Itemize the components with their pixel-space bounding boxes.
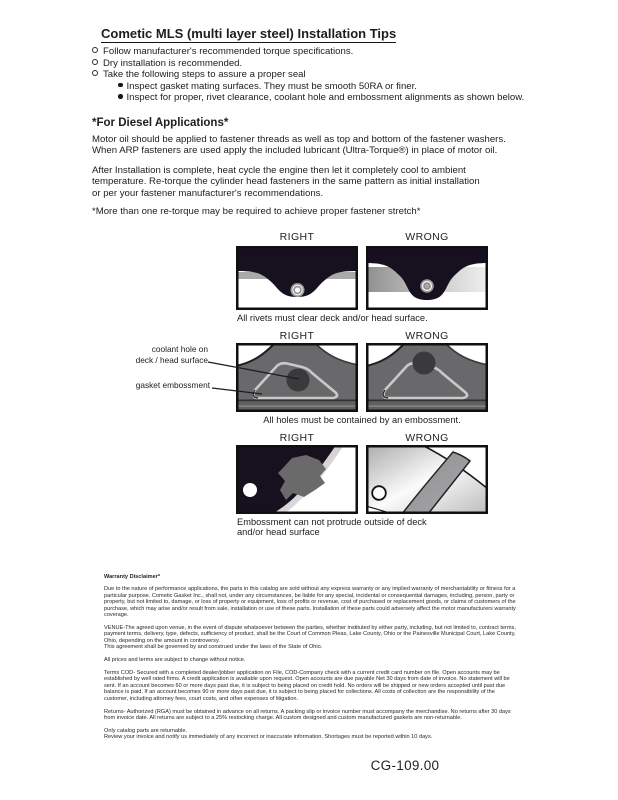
fig3-right-diagram (236, 445, 358, 514)
fig1-wrong-label: WRONG (405, 231, 449, 243)
bullet-text: Dry installation is recommended. (103, 57, 243, 69)
venue-text: VENUE-The agreed upon venue, in the event of dispute whatsoever between the parties, whether instituted by either party, including, but not limited to, contract terms, payment terms, delivery, type, defects, sufficiency of product, shall be the Court of Common Pleas, Lake County, Ohio or the Painesville Municipal Court, Lake County, Ohio, depending on the amount in controversy. (104, 624, 516, 644)
paragraph-line: When ARP fasteners are used apply the included lubricant (Ultra-Torque®) in place of motor oil. (92, 145, 498, 157)
diesel-heading: *For Diesel Applications* (92, 117, 229, 129)
sub-bullet-item (118, 92, 524, 103)
bullet-item (92, 58, 242, 69)
open-bullet-icon (92, 59, 98, 65)
bullet-text: Take the following steps to assure a proper seal (103, 69, 306, 80)
fig3-wrong-label: WRONG (405, 431, 449, 444)
filled-bullet-icon (118, 94, 123, 99)
gasket-embossment-label: gasket embossment (135, 380, 210, 390)
paragraph-line: After Installation is complete, heat cycle the engine then let it completely cool to ambient (92, 165, 466, 176)
fig2-leader-lines (118, 343, 368, 413)
fig3-caption-line2: and/or head surface (237, 527, 320, 538)
returnable-paragraph (104, 728, 517, 741)
bullet-item (92, 69, 306, 80)
diesel-paragraph-1 (92, 134, 506, 157)
diesel-paragraph-2 (92, 165, 480, 199)
review-invoice-text: Review your invoice and notify us immediately of any incorrect or inaccurate information. Shortages must be reported within 10 days. (104, 734, 433, 741)
prices-paragraph: All prices and terms are subject to change without notice. (104, 657, 246, 664)
filled-bullet-icon (118, 83, 123, 88)
fig1-right-diagram (236, 246, 358, 310)
fig1-right-label: RIGHT (279, 231, 315, 243)
warranty-paragraph: Due to the nature of performance applications, the parts in this catalog are sold without any express warranty or any implied warranty of merchantability or fitness for a particular purpose. Cometic Gasket Inc., shall not, under any circumstances, be liable for any special, incidental or consequential damages, including, person, party or property, but not limited to, damage, or loss of property or equipment, loss of profits or revenue, cost of purchased or replacement goods, or claims of customers of the purchase, which may arise and/or result from sale, installation or use of these parts. Installation of these parts could adversely affect the motor manufacturers warranty coverage. (104, 586, 516, 619)
fig3-right-label: RIGHT (279, 431, 315, 444)
bullet-item (92, 46, 353, 57)
warranty-disclaimer-heading: Warranty Disclaimer* (104, 574, 161, 580)
fig3-caption (237, 517, 447, 538)
governing-law-text: This agreement shall be governed by and construed under the laws of the State of Ohio. (104, 644, 323, 651)
open-bullet-icon (92, 47, 98, 53)
page-title: Cometic MLS (multi layer steel) Installation Tips (101, 26, 397, 41)
fig2-wrong-diagram (366, 343, 488, 412)
bullet-text: Inspect gasket mating surfaces. They must be smooth 50RA or finer. (126, 80, 417, 92)
coolant-hole-label-line2: deck / head surface (135, 355, 208, 365)
fig2-right-label: RIGHT (279, 329, 315, 342)
open-bullet-icon (92, 70, 98, 76)
fig1-wrong-diagram (366, 246, 488, 310)
paragraph-line: temperature. Re-torque the cylinder head fasteners in the same pattern as initial installation (92, 176, 480, 188)
fig3-wrong-diagram (366, 445, 488, 514)
fig3-caption-line1: Embossment can not protrude outside of deck (237, 516, 427, 527)
fig1-caption: All rivets must clear deck and/or head surface. (237, 312, 428, 323)
warranty-disclaimer-block (104, 574, 517, 747)
returns-paragraph: Returns- Authorized (RGA) must be obtained in advance on all returns. A packing slip or invoice number must accompany the merchandise. No returns after 30 days from invoice date. All returns are subject to a 25% restocking charge. All custom designed and custom manufactured gaskets are non-returnable. (104, 708, 511, 721)
sub-bullet-item (118, 81, 417, 92)
paragraph-line: or per your fastener manufacturer's recommendations. (92, 187, 324, 199)
terms-cod-paragraph: Terms COD- Secured with a completed dealer/jobber application on File, COD-Company check with a current credit card number on file. Open accounts may be established by well rated firms. A credit application is available upon request. Open accounts are due payable Net 30 days from date of invoice. No statement will be sent. If an account becomes 60 or more days past due, it is subject to being placed on credit hold. No orders will be shipped or new orders accepted until past due balance is paid. If an account becomes 90 or more days past due, it is subject to being placed for collections. All costs of collection are the responsibility of the customer, including attorney fees, court costs, and other expenses of litigation. (104, 669, 510, 702)
page-code: CG-109.00 (370, 758, 440, 773)
bullet-text: Follow manufacturer's recommended torque specifications. (103, 46, 354, 57)
fig2-caption: All holes must be contained by an embossment. (263, 414, 461, 425)
bullet-text: Inspect for proper, rivet clearance, coolant hole and embossment alignments as shown below. (126, 92, 525, 103)
fig2-wrong-label: WRONG (405, 329, 449, 342)
paragraph-line: Motor oil should be applied to fastener threads as well as top and bottom of the fastener washers. (92, 134, 506, 145)
venue-paragraph (104, 625, 517, 651)
only-catalog-text: Only catalog parts are returnable. (104, 727, 188, 734)
retorque-note: *More than one re-torque may be required to achieve proper fastener stretch* (92, 205, 421, 217)
coolant-hole-label-line1: coolant hole on (151, 344, 208, 354)
